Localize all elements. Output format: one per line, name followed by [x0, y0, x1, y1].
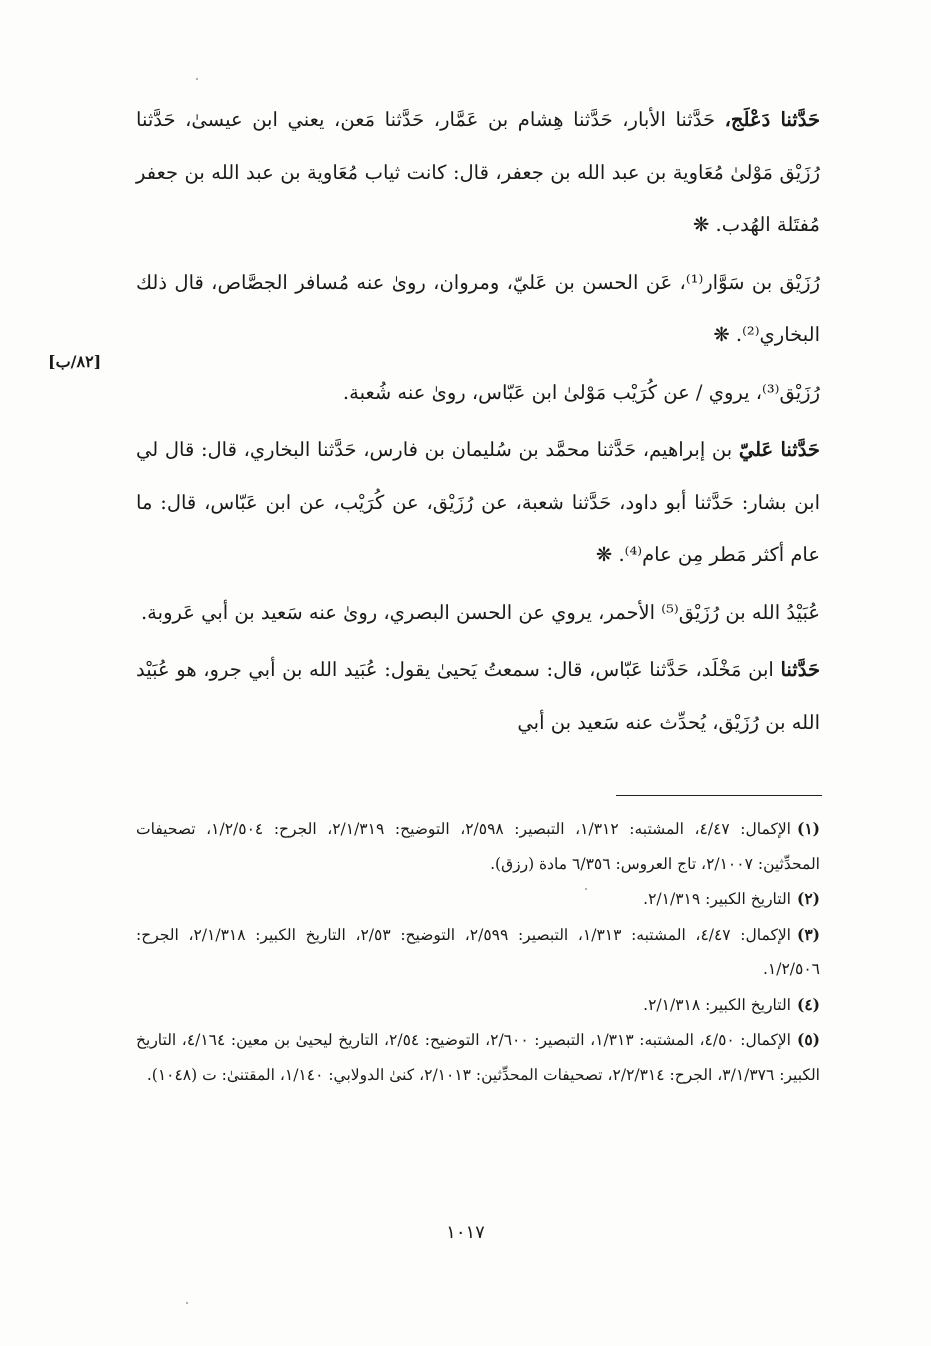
footnote-1	[136, 812, 820, 881]
margin-folio-note: [٨٢/ب]	[48, 352, 102, 371]
scan-speck	[186, 1302, 188, 1304]
scan-speck	[585, 888, 587, 890]
paragraph-text: بن إبراهيم، حَدَّثنا محمَّد بن سُليمان بن فارس، حَدَّثنا البخاري، قال: قال لي ابن بشار: حَدَّثنا أبو داود، حَدَّثنا شعبة، عن رُزَيْق، عن كُرَيْب، عن ابن عَبّاس، قال: ما عام أكثر مَطر مِن عام⁽⁴⁾.	[136, 438, 820, 566]
end-marker: ❋	[713, 323, 736, 346]
paragraph-3	[136, 367, 820, 420]
paragraph-text: حَدَّثنا الأبار، حَدَّثنا هِشام بن عَمَّار، حَدَّثنا مَعن، يعني ابن عيسىٰ، حَدَّثنا رُزَيْق مَوْلىٰ مُعَاوية بن عبد الله بن جعفر، قال: كانت ثياب مُعَاوية بن عبد الله بن جعفر مُفتَلة الهُدب.	[136, 108, 820, 236]
footnote-5	[136, 1023, 820, 1092]
footnote-text: الإكمال: ٤/٤٧، المشتبه: ١/٣١٢، التبصير: ٢/٥٩٨، التوضيح: ٢/١/٣١٩، الجرح: ١/٢/٥٠٤، تصحيفات المحدِّثين: ٢/١٠٠٧، تاج العروس: ٦/٣٥٦ مادة (رزق).	[136, 820, 820, 873]
page-number: ١٠١٧	[446, 1222, 485, 1243]
paragraph-1	[136, 94, 820, 252]
footnote-number: (٣)	[797, 924, 821, 944]
paragraph-6	[136, 644, 820, 749]
footnote-separator	[616, 795, 822, 796]
scan-speck	[196, 78, 198, 80]
isnad-lead: حَدَّثنا دَعْلَج،	[724, 108, 820, 131]
isnad-lead: حَدَّثنا	[780, 658, 820, 681]
footnote-text: التاريخ الكبير: ٢/١/٣١٩.	[643, 890, 791, 908]
main-text-body	[136, 94, 820, 754]
paragraph-2	[136, 257, 820, 362]
footnotes-section	[136, 812, 820, 1093]
paragraph-4	[136, 424, 820, 582]
end-marker: ❋	[595, 543, 619, 566]
paragraph-5	[136, 587, 820, 640]
footnote-number: (٢)	[796, 889, 820, 908]
footnote-number: (٤)	[796, 994, 820, 1014]
isnad-lead: حَدَّثنا عَليّ	[738, 438, 820, 461]
footnote-text: التاريخ الكبير: ٢/١/٣١٨.	[643, 995, 791, 1014]
footnote-text: الإكمال: ٤/٤٧، المشتبه: ١/٣١٣، التبصير: ٢/٥٩٩، التوضيح: ٢/٥٣، التاريخ الكبير: ٢/١/٣١٨، الجرح: ١/٢/٥٠٦.	[136, 925, 820, 978]
footnote-4	[136, 988, 820, 1023]
paragraph-text: رُزَيْق بن سَوَّار⁽¹⁾، عَن الحسن بن عَليّ، ومروان، روىٰ عنه مُسافر الجصَّاص، قال ذلك البخاري⁽²⁾.	[136, 270, 820, 346]
footnote-2	[136, 882, 820, 917]
footnote-text: الإكمال: ٤/٥٠، المشتبه: ١/٣١٣، التبصير: ٢/٦٠٠، التوضيح: ٢/٥٤، التاريخ ليحيىٰ بن معين: ٤/١٦٤، التاريخ الكبير: ٣/١/٣٧٦، الجرح: ٢/٢/٣١٤، تصحيفات المحدِّثين: ٢/١٠١٣، كنىٰ الدولابي: ١/١٤٠، المقتنىٰ: ت (١٠٤٨).	[136, 1031, 820, 1084]
paragraph-text: عُبَيْدُ الله بن رُزَيْق⁽⁵⁾ الأحمر، يروي عن الحسن البصري، روىٰ عنه سَعيد بن أبي عَروبة.	[140, 600, 820, 624]
footnote-number: (١)	[797, 819, 821, 838]
footnote-number: (٥)	[796, 1030, 820, 1049]
paragraph-text: ابن مَخْلَد، حَدَّثنا عَبّاس، قال: سمعتُ يَحيىٰ يقول: عُبَيد الله بن أبي جرو، هو عُبَيْد الله بن رُزَيْق، يُحدِّث عنه سَعيد بن أبي	[136, 658, 820, 734]
footnote-3	[136, 918, 820, 987]
end-marker: ❋	[693, 213, 716, 236]
paragraph-text: رُزَيْق⁽³⁾، يروي / عن كُرَيْب مَوْلىٰ ابن عَبّاس، روىٰ عنه شُعبة.	[342, 380, 820, 404]
